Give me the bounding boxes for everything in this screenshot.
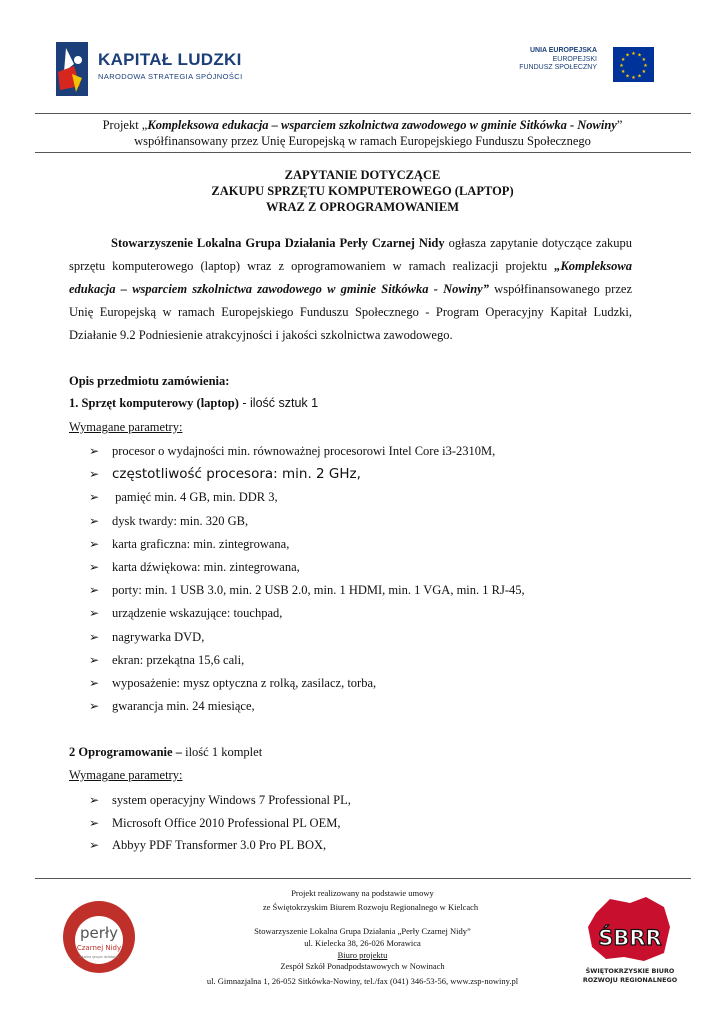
svg-text:★: ★: [641, 57, 647, 63]
param-text: Abbyy PDF Transformer 3.0 Pro PL BOX,: [112, 838, 327, 852]
eu-line-3: FUNDUSZ SPOŁECZNY: [519, 64, 597, 71]
param-item: [89, 676, 376, 691]
project-line: Projekt „Kompleksowa edukacja – wsparciem szkolnictwa zawodowego w gminie Sitkówka - Nowiny”: [102, 118, 623, 132]
param-item: [89, 630, 204, 645]
section-heading: Opis przedmiotu zamówienia:: [69, 374, 230, 388]
header-rule-bottom: [35, 152, 691, 153]
param-text: karta graficzna: min. zintegrowana,: [112, 536, 290, 551]
param-text: urządzenie wskazujące: touchpad,: [112, 606, 283, 621]
arrow-bullet-icon: ➢: [89, 467, 100, 482]
item-1-title: 1. Sprzęt komputerowy (laptop) - ilość sztuk 1: [69, 396, 319, 410]
param-item: [89, 444, 495, 459]
arrow-bullet-icon: ➢: [89, 583, 100, 598]
params-label-1: Wymagane parametry:: [69, 420, 183, 434]
param-text: pamięć min. 4 GB, min. DDR 3,: [112, 490, 278, 505]
param-item: [89, 838, 326, 853]
eu-line-2: EUROPEJSKI: [552, 55, 597, 63]
arrow-bullet-icon: ➢: [89, 560, 100, 574]
arrow-bullet-icon: ➢: [89, 444, 100, 458]
project-name: Kompleksowa edukacja – wsparciem szkolnictwa zawodowego w gminie Sitkówka - Nowiny: [147, 118, 617, 132]
param-text: wyposażenie: mysz optyczna z rolką, zasilacz, torba,: [112, 676, 377, 690]
perly-logo-text-2: Czarnej Nidy: [76, 944, 122, 952]
svg-text:★: ★: [643, 63, 648, 69]
param-item: [89, 583, 525, 598]
svg-text:★: ★: [637, 73, 642, 80]
arrow-bullet-icon: ➢: [89, 652, 100, 667]
doc-title-line-2: ZAKUPU SPRZĘTU KOMPUTEROWEGO (LAPTOP): [211, 184, 514, 198]
arrow-bullet-icon: ➢: [89, 536, 100, 551]
arrow-bullet-icon: ➢: [89, 699, 100, 714]
arrow-bullet-icon: ➢: [89, 513, 100, 528]
eu-fund-text: [519, 47, 597, 73]
footer-line-1: Projekt realizowany na podstawie umowy: [291, 888, 434, 898]
param-text: system operacyjny Windows 7 Professional PL,: [112, 793, 351, 807]
param-item: [89, 560, 300, 575]
param-item: [89, 793, 351, 808]
arrow-bullet-icon: ➢: [89, 815, 100, 830]
doc-title-line-1: ZAPYTANIE DOTYCZĄCE: [284, 168, 441, 182]
kapital-ludzki-subtitle: NARODOWA STRATEGIA SPÓJNOŚCI: [98, 72, 243, 81]
arrow-bullet-icon: ➢: [89, 606, 100, 621]
svg-text:★: ★: [637, 52, 642, 59]
svg-text:★: ★: [620, 69, 626, 75]
perly-logo-text-1: perły: [79, 924, 119, 942]
kapital-ludzki-title: KAPITAŁ LUDZKI: [98, 50, 242, 69]
svg-text:★: ★: [619, 63, 624, 69]
param-text: dysk twardy: min. 320 GB,: [112, 513, 249, 528]
svg-text:★: ★: [641, 69, 647, 75]
sbrr-logo: [580, 893, 680, 985]
param-text: częstotliwość procesora: min. 2 GHz,: [112, 466, 361, 483]
footer-line-3: Stowarzyszenie Lokalna Grupa Działania „Perły Czarnej Nidy”: [254, 926, 471, 936]
param-text: nagrywarka DVD,: [112, 629, 205, 644]
svg-text:★: ★: [631, 75, 636, 81]
param-item: [89, 467, 361, 482]
footer-line-6: Zespół Szkół Ponadpodstawowych w Nowinach: [280, 961, 445, 971]
arrow-bullet-icon: ➢: [89, 838, 100, 852]
arrow-bullet-icon: ➢: [89, 676, 100, 690]
footer-line-5: Biuro projektu: [337, 950, 388, 960]
param-item: [89, 699, 255, 714]
header-rule-top: [35, 113, 691, 114]
intro-project: „Kompleksowa edukacja – wsparciem szkolnictwa zawodowego w gminie Sitkówka - Nowiny”: [69, 259, 632, 296]
param-item: [89, 606, 282, 621]
param-item: [89, 653, 244, 668]
footer-rule: [35, 878, 691, 879]
param-text: procesor o wydajności min. równoważnej procesorowi Intel Core i3-2310M,: [112, 444, 496, 458]
footer-line-2: ze Świętokrzyskim Biurem Rozwoju Regionalnego w Kielcach: [262, 902, 479, 912]
intro-org: Stowarzyszenie Lokalna Grupa Działania Perły Czarnej Nidy: [111, 236, 445, 250]
svg-text:★: ★: [631, 51, 636, 57]
param-text: karta dźwiękowa: min. zintegrowana,: [112, 560, 300, 574]
item-2-title: 2 Oprogramowanie – ilość 1 komplet: [69, 745, 263, 759]
svg-text:★: ★: [625, 52, 630, 59]
param-item: [89, 816, 340, 831]
param-item: [89, 490, 278, 505]
footer-line-7: ul. Gimnazjalna 1, 26-052 Sitkówka-Nowiny, tel./fax (041) 346-53-56, www.zsp-nowiny.pl: [206, 976, 519, 986]
param-item: [89, 537, 289, 552]
param-text: Microsoft Office 2010 Professional PL OEM,: [112, 815, 341, 830]
params-label-2: Wymagane parametry:: [69, 768, 183, 782]
arrow-bullet-icon: ➢: [89, 490, 100, 505]
param-text: ekran: przekątna 15,6 cali,: [112, 652, 245, 667]
arrow-bullet-icon: ➢: [89, 629, 100, 644]
param-item: [89, 514, 248, 529]
param-text: porty: min. 1 USB 3.0, min. 2 USB 2.0, min. 1 HDMI, min. 1 VGA, min. 1 RJ-45,: [112, 583, 525, 598]
svg-text:★: ★: [625, 73, 630, 80]
doc-title-line-3: WRAZ Z OPROGRAMOWANIEM: [265, 200, 460, 214]
sbrr-line-1: ŚWIĘTOKRZYSKIE BIURO: [585, 967, 675, 975]
footer-line-4: ul. Kielecka 38, 26-026 Morawica: [304, 938, 421, 948]
perly-logo-text-3: lokalna grupa działania: [78, 955, 120, 959]
sbrr-logo-text: ŚBRR: [598, 926, 662, 950]
eu-flag-icon: [613, 47, 654, 82]
eu-line-1: UNIA EUROPEJSKA: [529, 47, 597, 54]
intro-paragraph: Stowarzyszenie Lokalna Grupa Działania Perły Czarnej Nidy ogłasza zapytanie dotyczące zakupu sprzętu komputerowego (laptop) wraz z oprogramowaniem w ramach realizacji projektu „Kompleksowa edukacja – wsparciem szkolnictwa zawodowego w gminie Sitkówka - Nowiny” współfinansowanego przez Unię Europejską w ramach Europejskiego Funduszu Społecznego - Program Operacyjny Kapitał Ludzki, Działanie 9.2 Podniesienie atrakcyjności i jakości szkolnictwa zawodowego.: [69, 236, 632, 342]
cofinanced-line: współfinansowany przez Unię Europejską w ramach Europejskiego Funduszu Społecznego: [134, 134, 591, 148]
param-text: gwarancja min. 24 miesiące,: [112, 699, 255, 714]
sbrr-line-2: ROZWOJU REGIONALNEGO: [582, 976, 678, 984]
svg-text:★: ★: [620, 57, 626, 63]
arrow-bullet-icon: ➢: [89, 793, 100, 807]
